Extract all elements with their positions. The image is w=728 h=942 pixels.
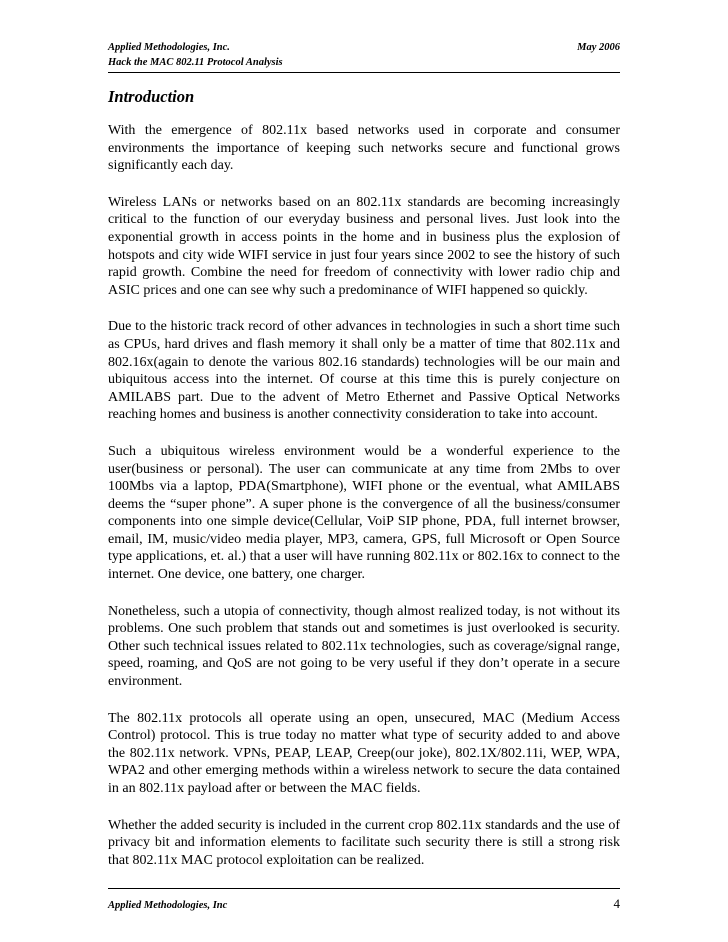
header-top-row — [108, 40, 620, 55]
footer-company: Applied Methodologies, Inc — [108, 900, 228, 911]
page-header — [108, 40, 620, 70]
header-doc-title: Hack the MAC 802.11 Protocol Analysis — [108, 57, 283, 68]
page-footer — [108, 896, 620, 912]
paragraph: Due to the historic track record of other advances in technologies in such a short time such as CPUs, hard drives and flash memory it shall only be a matter of time that 802.11x and 802.16x(again to denote the various 802.16 standards) technologies will be our main and ubiquitous access into the internet. Of course at this time this is purely conjecture on AMILABS part. Due to the advent of Metro Ethernet and Passive Optical Networks reaching homes and business is another connectivity consideration to take into account. — [108, 319, 620, 423]
page-number: 4 — [613, 896, 620, 911]
paragraph: Whether the added security is included in the current crop 802.11x standards and the use of privacy bit and information elements to facilitate such security there is still a strong risk that 802.11x MAC protocol exploitation can be realized. — [108, 817, 620, 868]
section-title: Introduction — [108, 87, 195, 106]
body-text — [108, 122, 620, 888]
header-company: Applied Methodologies, Inc. — [108, 42, 230, 53]
header-divider — [108, 72, 620, 73]
paragraph: Nonetheless, such a utopia of connectivity, though almost realized today, is not without its problems. One such problem that stands out and sometimes is just overlooked is security. Other such technical issues related to 802.11x technologies, such as coverage/signal range, speed, roaming, and QoS are not going to be very useful if they don’t operate in a secure environment. — [108, 603, 620, 690]
footer-divider — [108, 888, 620, 889]
paragraph: Wireless LANs or networks based on an 802.11x standards are becoming increasingly critical to the function of our everyday business and personal lives. Just look into the exponential growth in access points in the home and in business plus the explosion of hotspots and city wide WIFI service in just four years since 2002 to see the history of such rapid growth. Combine the need for freedom of connectivity with lower radio chip and ASIC prices and one can see why such a predominance of WIFI happened so quickly. — [108, 194, 620, 298]
paragraph: With the emergence of 802.11x based networks used in corporate and consumer environments the importance of keeping such networks secure and functional grows significantly each day. — [108, 123, 620, 174]
paragraph: The 802.11x protocols all operate using an open, unsecured, MAC (Medium Access Control) protocol. This is true today no matter what type of security added to and above the 802.11x network. VPNs, PEAP, LEAP, Creep(our joke), 802.1X/802.11i, WEP, WPA, WPA2 and other emerging methods within a wireless network to secure the data contained in an 802.11x payload after or between the MAC fields. — [108, 710, 620, 796]
header-date: May 2006 — [577, 42, 620, 53]
paragraph: Such a ubiquitous wireless environment would be a wonderful experience to the user(business or personal). The user can communicate at any time from 2Mbs to over 100Mbs via a laptop, PDA(Smartphone), WIFI phone or the eventual, what AMILABS deems the “super phone”. A super phone is the convergence of all the business/consumer components into one simple device(Cellular, VoiP SIP phone, PDA, full internet browser, email, IM, music/video media player, MP3, camera, GPS, full Microsoft or Open Source type applications, et. al.) that a user will have running 802.11x or 802.16x to connect to the internet. One device, one battery, one charger. — [108, 443, 620, 583]
